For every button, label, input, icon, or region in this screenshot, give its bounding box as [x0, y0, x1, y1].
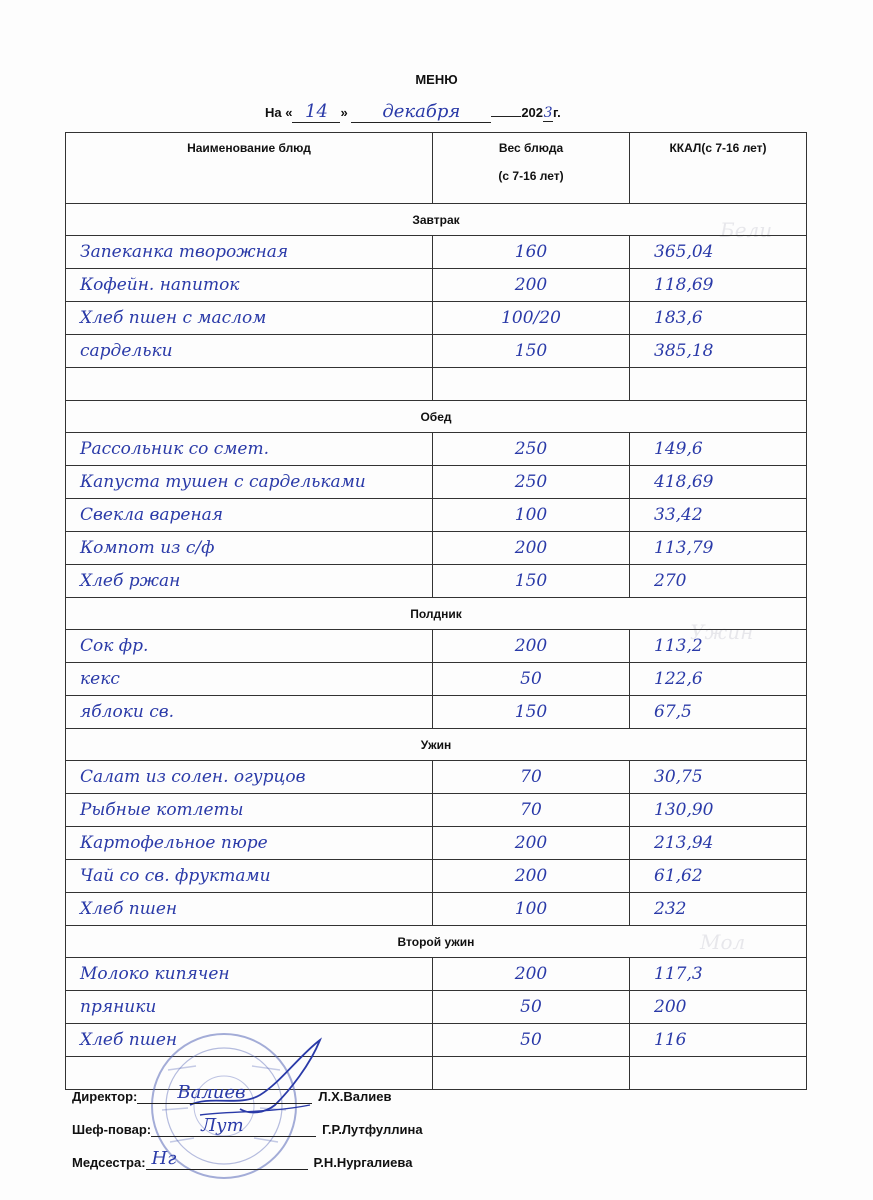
dish-name: Рассольник со смет.: [66, 433, 433, 466]
dish-kcal: 149,6: [630, 433, 807, 466]
signature-line: [146, 1148, 308, 1170]
dish-kcal: 200: [630, 991, 807, 1024]
dish-name: [66, 368, 433, 401]
dish-kcal: 365,04: [630, 236, 807, 269]
signature-chef: [72, 1115, 423, 1155]
table-row: [66, 794, 807, 827]
dish-weight: 250: [433, 466, 630, 499]
dish-weight: 200: [433, 860, 630, 893]
date-spacer: [491, 116, 521, 117]
menu-body: [66, 204, 807, 1090]
bleed-through-text: Ужин: [690, 620, 754, 644]
date-mid: »: [340, 105, 348, 120]
table-row: [66, 991, 807, 1024]
dish-kcal: 118,69: [630, 269, 807, 302]
dish-name: Кофейн. напиток: [66, 269, 433, 302]
dish-name: Сок фр.: [66, 630, 433, 663]
signature-name: Р.Н.Нургалиева: [313, 1155, 413, 1170]
bleed-through-text: Мол: [700, 930, 746, 954]
table-row: [66, 302, 807, 335]
signature-nurse: [72, 1148, 423, 1188]
menu-table: [65, 132, 807, 1090]
dish-name: яблоки св.: [66, 696, 433, 729]
date-suffix: г.: [553, 105, 561, 120]
dish-name: Молоко кипячен: [66, 958, 433, 991]
signature-line: [151, 1115, 316, 1137]
signature-role: Шеф-повар:: [72, 1122, 152, 1137]
signature-name: Г.Р.Лутфуллина: [322, 1122, 423, 1137]
table-row: [66, 893, 807, 926]
dish-name: Салат из солен. огурцов: [66, 761, 433, 794]
signature-scribble: Лут: [201, 1115, 244, 1136]
dish-kcal: 67,5: [630, 696, 807, 729]
table-row: [66, 696, 807, 729]
dish-weight: [433, 368, 630, 401]
header-weight-line1: Вес блюда: [498, 141, 564, 155]
table-row: [66, 827, 807, 860]
dish-weight: 100: [433, 893, 630, 926]
date-line: [265, 101, 561, 123]
signatures-block: [72, 1082, 423, 1188]
table-row: [66, 860, 807, 893]
section-title: Завтрак: [66, 204, 807, 236]
dish-weight: 70: [433, 794, 630, 827]
section-title: Полдник: [66, 598, 807, 630]
dish-kcal: 232: [630, 893, 807, 926]
date-day: 14: [305, 101, 328, 122]
dish-weight: 200: [433, 827, 630, 860]
dish-weight: 50: [433, 1024, 630, 1057]
bleed-through-text: Бели: [720, 218, 773, 242]
dish-name: Запеканка творожная: [66, 236, 433, 269]
dish-name: сардельки: [66, 335, 433, 368]
dish-kcal: [630, 1057, 807, 1090]
dish-kcal: 418,69: [630, 466, 807, 499]
table-row: [66, 236, 807, 269]
dish-weight: 150: [433, 565, 630, 598]
signature-line: [137, 1082, 312, 1104]
section-title: Второй ужин: [66, 926, 807, 958]
table-row: [66, 269, 807, 302]
signature-director: [72, 1082, 423, 1122]
dish-weight: 160: [433, 236, 630, 269]
dish-name: Картофельное пюре: [66, 827, 433, 860]
section-row: [66, 729, 807, 761]
header-weight-line2: (с 7-16 лет): [498, 169, 564, 183]
table-row: [66, 466, 807, 499]
table-row: [66, 433, 807, 466]
table-row: [66, 630, 807, 663]
dish-kcal: 116: [630, 1024, 807, 1057]
dish-kcal: 183,6: [630, 302, 807, 335]
signature-role: Медсестра:: [72, 1155, 146, 1170]
section-row: [66, 926, 807, 958]
dish-weight: 150: [433, 696, 630, 729]
dish-name: кекс: [66, 663, 433, 696]
dish-kcal: 113,2: [630, 630, 807, 663]
dish-name: Чай со св. фруктами: [66, 860, 433, 893]
dish-weight: 200: [433, 532, 630, 565]
date-month: декабря: [382, 101, 461, 122]
dish-kcal: 130,90: [630, 794, 807, 827]
dish-name: Хлеб пшен: [66, 1024, 433, 1057]
section-row: [66, 401, 807, 433]
dish-weight: 100: [433, 499, 630, 532]
dish-weight: 70: [433, 761, 630, 794]
dish-kcal: 30,75: [630, 761, 807, 794]
dish-weight: [433, 1057, 630, 1090]
dish-kcal: 213,94: [630, 827, 807, 860]
dish-weight: 200: [433, 630, 630, 663]
date-prefix: На «: [265, 105, 293, 120]
dish-kcal: 385,18: [630, 335, 807, 368]
signature-scribble: Валиев: [177, 1082, 246, 1103]
dish-kcal: 113,79: [630, 532, 807, 565]
header-dish-name: Наименование блюд: [66, 133, 433, 204]
date-year-field: [543, 105, 553, 122]
dish-weight: 200: [433, 958, 630, 991]
dish-name: Свекла вареная: [66, 499, 433, 532]
dish-name: Компот из с/ф: [66, 532, 433, 565]
dish-weight: 200: [433, 269, 630, 302]
dish-weight: 150: [433, 335, 630, 368]
table-row: [66, 335, 807, 368]
dish-name: Хлеб пшен с маслом: [66, 302, 433, 335]
dish-name: пряники: [66, 991, 433, 1024]
dish-name: Хлеб пшен: [66, 893, 433, 926]
section-row: [66, 598, 807, 630]
dish-name: Капуста тушен с сардельками: [66, 466, 433, 499]
table-row: [66, 368, 807, 401]
date-day-field: [292, 101, 340, 123]
table-row: [66, 958, 807, 991]
dish-weight: 50: [433, 663, 630, 696]
signature-role: Директор:: [72, 1089, 138, 1104]
section-row: [66, 204, 807, 236]
date-year-prefix: 202: [521, 105, 544, 120]
signature-name: Л.Х.Валиев: [318, 1089, 392, 1104]
table-row: [66, 499, 807, 532]
dish-kcal: 33,42: [630, 499, 807, 532]
dish-weight: 100/20: [433, 302, 630, 335]
header-kcal: ККАЛ(с 7-16 лет): [630, 133, 807, 204]
dish-kcal: 122,6: [630, 663, 807, 696]
dish-weight: 50: [433, 991, 630, 1024]
dish-name: Хлеб ржан: [66, 565, 433, 598]
section-title: Обед: [66, 401, 807, 433]
document-title: МЕНЮ: [415, 72, 458, 87]
table-row: [66, 761, 807, 794]
dish-kcal: [630, 368, 807, 401]
dish-name: Рыбные котлеты: [66, 794, 433, 827]
dish-weight: 250: [433, 433, 630, 466]
date-month-field: [351, 101, 491, 123]
table-row: [66, 532, 807, 565]
header-weight: [433, 133, 630, 204]
dish-kcal: 61,62: [630, 860, 807, 893]
dish-kcal: 270: [630, 565, 807, 598]
signature-scribble: Нг: [151, 1148, 177, 1169]
dish-kcal: 117,3: [630, 958, 807, 991]
section-title: Ужин: [66, 729, 807, 761]
date-year-digit: 3: [543, 105, 553, 121]
table-row: [66, 565, 807, 598]
table-row: [66, 663, 807, 696]
